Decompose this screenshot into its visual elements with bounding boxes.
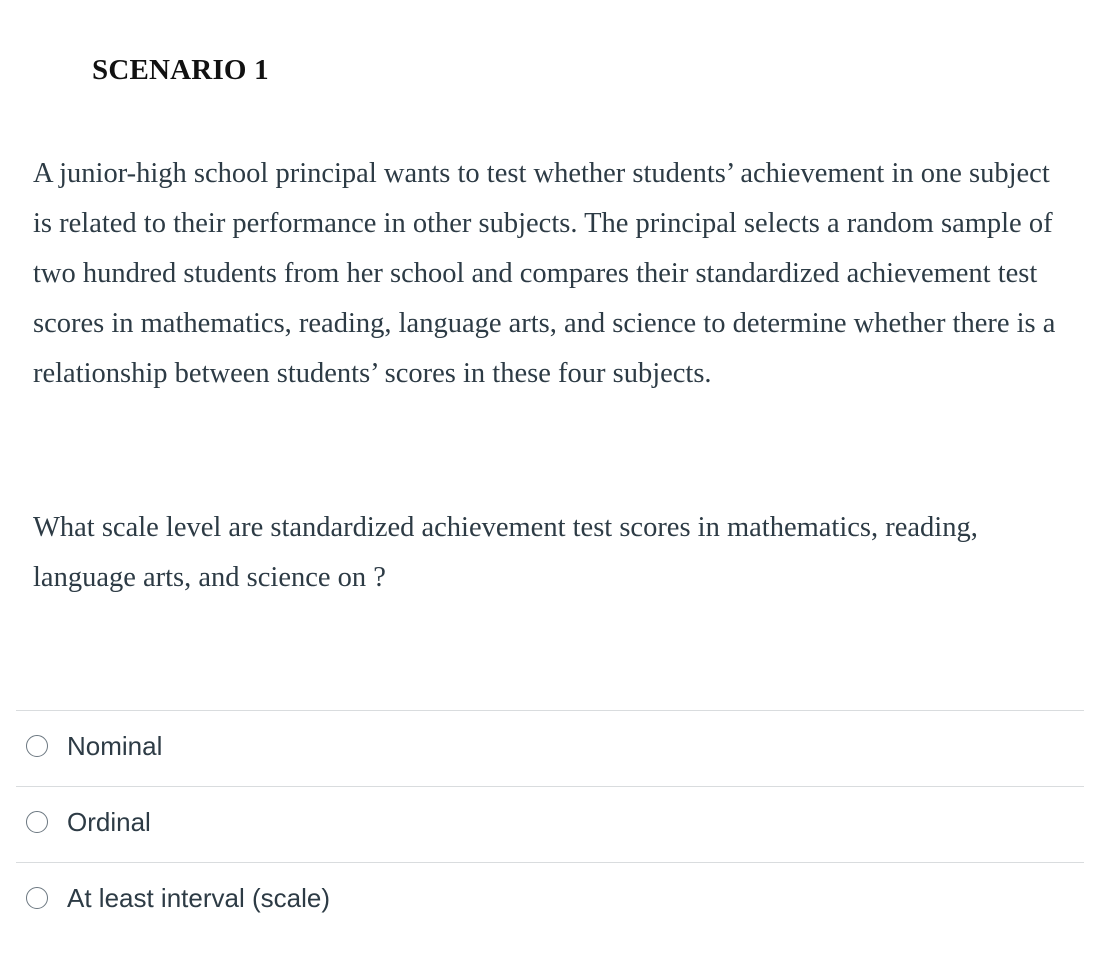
scenario-text: A junior-high school principal wants to test whether students’ achievement in one subject is related to their performance in other subjects. The principal selects a random sample of two hundred students from her school and compares their standardized achievement test scores in mathematics, reading, language arts, and science to determine whether there is a relationship between students’ scores in these four subjects.: [33, 158, 1056, 389]
answer-option-ordinal[interactable]: [16, 786, 1084, 862]
answer-label[interactable]: Nominal: [67, 731, 163, 761]
radio-button-icon[interactable]: [26, 735, 48, 757]
radio-button-icon[interactable]: [26, 811, 48, 833]
answer-list: [16, 710, 1084, 938]
scenario-title: SCENARIO 1: [92, 54, 269, 86]
answer-option-interval[interactable]: [16, 862, 1084, 938]
answer-label[interactable]: Ordinal: [67, 807, 151, 837]
answer-label[interactable]: At least interval (scale): [67, 883, 330, 913]
answer-option-nominal[interactable]: [16, 710, 1084, 786]
question-text: What scale level are standardized achievement test scores in mathematics, reading, language arts, and science on ?: [33, 512, 978, 593]
radio-button-icon[interactable]: [26, 887, 48, 909]
